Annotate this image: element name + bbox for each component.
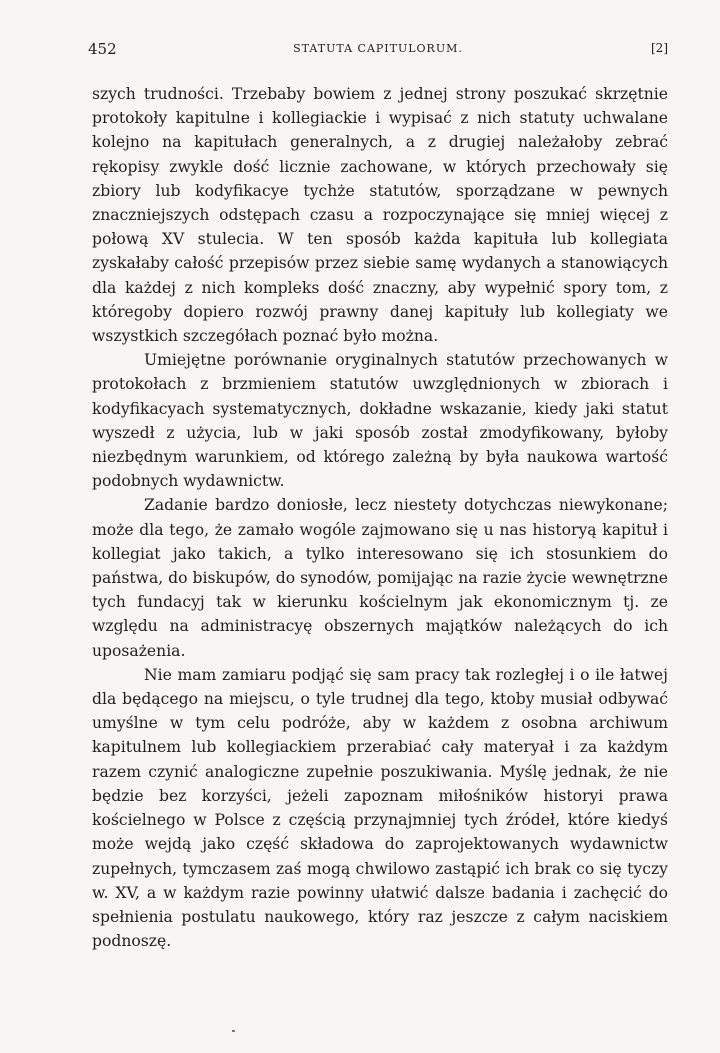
section-mark: [2] <box>651 41 668 55</box>
paragraph-2: Umiejętne porównanie oryginalnych statutów przechowanych w protokołach z brzmieniem statutów uwzględnionych w zbiorach i kodyfikacyach systematycznych, dokładne wskazanie, kiedy jaki statut wyszedł z użycia, lub w jaki sposób został zmodyfikowany, byłoby niezbędnym warunkiem, od którego zależną by była naukowa wartość podobnych wydawnictw. <box>92 351 668 491</box>
body-text <box>92 82 668 953</box>
page-header <box>88 40 668 62</box>
paragraph-3: Zadanie bardzo doniosłe, lecz niestety dotychczas niewykonane; może dla tego, że zamało wogóle zajmowano się u nas historyą kapituł i kollegiat jako takich, a tylko interesowano się ich stosunkiem do państwa, do biskupów, do synodów, pomijając na razie życie wewnętrzne tych fundacyj tak w kierunku kościelnym jak ekonomicznym tj. ze względu na administracyę obszernych majątków należących do ich uposażenia. <box>92 496 668 660</box>
paragraph-4: Nie mam zamiaru podjąć się sam pracy tak rozległej i o ile łatwej dla będącego na miejscu, o tyle trudnej dla tego, ktoby musiał odbywać umyślne w tym celu podróże, aby w każdem z osobna archiwum kapitulnem lub kollegiackiem przerabiać cały materyał i za każdym razem czynić analogiczne zupełnie poszukiwania. Myślę jednak, że nie będzie bez korzyści, jeżeli zapoznam miłośników historyi prawa kościelnego w Polsce z częścią przynajmniej tych źródeł, które kiedyś może wejdą jako część składowa do zaprojektowanych wydawnictw zupełnych, tymczasem zaś mogą chwilowo zastąpić ich brak co się tyczy w. XV, a w każdym razie powinny ułatwić dalsze badania i zachęcić do spełnienia postulatu naukowego, który raz jeszcze z całym naciskiem podnoszę. <box>92 665 668 951</box>
paragraph-1: szych trudności. Trzebaby bowiem z jednej strony poszukać skrzętnie protokoły kapitulne i kollegiackie i wypisać z nich statuty uchwalane kolejno na kapitułach generalnych, a z drugiej należałoby zebrać rękopisy zwykle dość licznie zachowane, w których przechowały się zbiory lub kodyfikacye tychże statutów, sporządzane w pewnych znaczniejszych odstępach czasu a rozpoczynające się mniej więcej z połową XV stulecia. W ten sposób każda kapituła lub kollegiata zyskałaby całość przepisów przez siebie samę wydanych a stanowiących dla każdej z nich kompleks dość znaczny, aby wypełnić spory tom, z któregoby dopiero rozwój prawny danej kapituły lub kollegiaty we wszystkich szczegółach poznać było można. <box>92 85 668 346</box>
running-title: STATUTA CAPITULORUM. <box>293 42 463 55</box>
page-number: 452 <box>88 40 117 58</box>
page-speck <box>232 1030 235 1032</box>
